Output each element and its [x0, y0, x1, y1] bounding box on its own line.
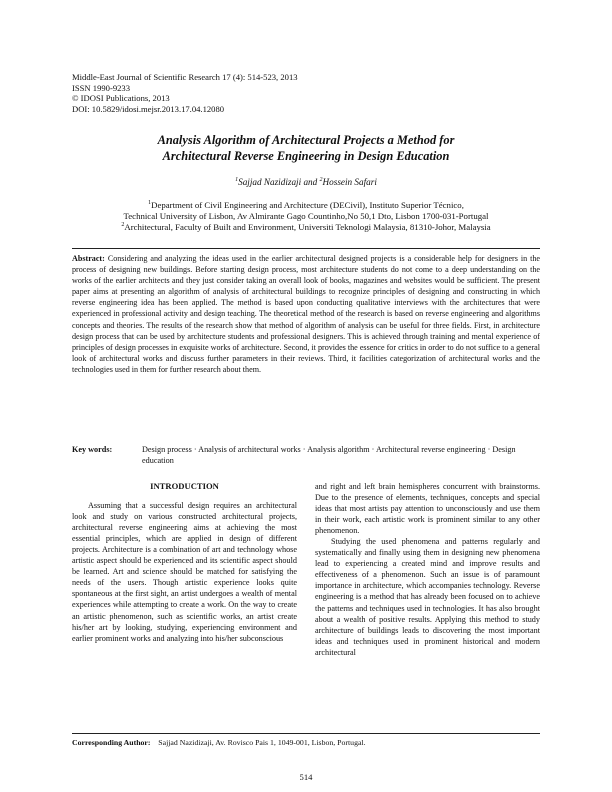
title-line-1: Analysis Algorithm of Architectural Projects a Method for	[157, 133, 455, 147]
section-heading-introduction: INTRODUCTION	[150, 481, 219, 491]
doi: DOI: 10.5829/idosi.mejsr.2013.17.04.12080	[72, 104, 225, 115]
journal-citation: Middle-East Journal of Scientific Research 17 (4): 514-523, 2013	[72, 72, 298, 82]
keywords-label: Key words:	[72, 445, 113, 454]
copyright: © IDOSI Publications, 2013	[72, 93, 170, 104]
affiliation-1-line-1: $^1$Department of Civil Engineering and Architecture (DECivil), Instituto Superior Técnico,	[148, 200, 464, 210]
corresponding-text: Sajjad Nazidizaji, Av. Rovisco Pais 1, 1049-001, Lisbon, Portugal.	[158, 738, 366, 747]
intro-paragraph-1-cont: and right and left brain hemispheres concurrent with brainstorms. Due to the presence of elements, techniques, concepts and special ideas that most artists pay attention to unconsciously and use them in their work, each artistic work is prominent similar to any other phenomenon.	[315, 482, 540, 536]
affil1-sup: 1	[148, 200, 152, 207]
corresponding-author	[72, 738, 366, 747]
right-column	[315, 481, 540, 658]
keywords-text: Design process · Analysis of architectural works · Analysis algorithm · Architectural reverse engineering · Design education	[142, 445, 516, 465]
affiliations	[60, 200, 552, 233]
author2-sup: 2	[319, 176, 323, 183]
journal-header	[72, 72, 298, 115]
left-column	[72, 481, 297, 644]
author-2: Hossein Safari	[322, 177, 377, 187]
intro-paragraph-1: Assuming that a successful design requires an architectural look and study on various constructed architectural projects, architectural reverse engineering aims at achieving the most essential principles, which are applied in design of different projects. Architecture is a combination of art and technology whose artistic aspect should be experienced and its scientific aspect should be learned. Art and science should be matched for satisfying the needs of the users. Though artistic experience looks quite spontaneous at the first sight, an artist undergoes a wealth of mental experiences while attempting to create a work. On the way to create an artistic phenomenon, such as scientific works, an artist create his/her art by looking, studying, experiencing environment and earlier prominent works and analyzing into his/her subconscious	[72, 501, 297, 643]
intro-paragraph-2: Studying the used phenomena and patterns regularly and systematically and finally using them in designing new phenomena lead to experiencing a created mind and improve results and effectiveness of a phenomenon. Such an issue is of paramount importance in architecture, which accompanies technology. Reverse engineering is a method that has already been focused on to achieve the patterns and techniques used in technologies. It has also brought about a wealth of positive results. Applying this method to study architecture of buildings leads to discovering the most important ideas and techniques used in prominent historical and modern architectural	[315, 537, 540, 657]
page-number: 514	[299, 772, 313, 782]
keywords	[72, 444, 540, 466]
issn: ISSN 1990-9233	[72, 82, 131, 93]
paper-title	[60, 133, 552, 164]
author-and: and	[301, 177, 320, 187]
abstract-label: Abstract:	[72, 254, 105, 263]
author-line	[60, 177, 552, 187]
abstract-text: Considering and analyzing the ideas used in the earlier architectural designed projects is a considerable help for designers in the process of designing new buildings. Before starting design process, most architecture students do not come to a deep understanding on the works of the earlier architects and they just consider taking an overall look of books, magazines and websites would be sufficient. The present paper aims at presenting an algorithm of analysis of architectural buildings to recognize principles of designing and constructing in which reverse engineering idea has been applied. The method is based upon conducting qualitative interviews with the architectures that were experienced in professional activity and design teaching. The theoretical method of the research is based on reverse engineering and algorithms concepts and theories. The results of the research show that method of algorithm of analysis can be useful for three fields. First, in architecture design process that can be used by architecture students and professional designers. This is achieved through training and mental experience of principles of design processes in exquisite works of architecture. Second, it provides the essence for critics in order to do not suffice to a general look of architectural works and discuss further parameters in their reviews. Third, it facilities categorization of architectural works and the technologies used in them for further research about them.	[72, 254, 541, 374]
title-line-2: Architectural Reverse Engineering in Design Education	[162, 148, 450, 163]
affil2-sup: 2	[121, 222, 125, 229]
affiliation-1-line-2: Technical University of Lisbon, Av Almirante Gago Countinho,No 50,1 Dto, Lisbon 1700-031-Portugal	[123, 211, 489, 221]
affiliation-2: $^2$Architectural, Faculty of Built and Environment, Universiti Teknologi Malaysia, 81310-Johor, Malaysia	[121, 222, 491, 232]
author1-sup: 1	[235, 176, 239, 183]
corresponding-label: Corresponding Author:	[72, 738, 151, 747]
author-1: Sajjad Nazidizaji	[238, 177, 302, 187]
footnote-rule	[72, 733, 540, 734]
abstract-top-rule	[72, 248, 540, 249]
abstract	[72, 253, 540, 375]
